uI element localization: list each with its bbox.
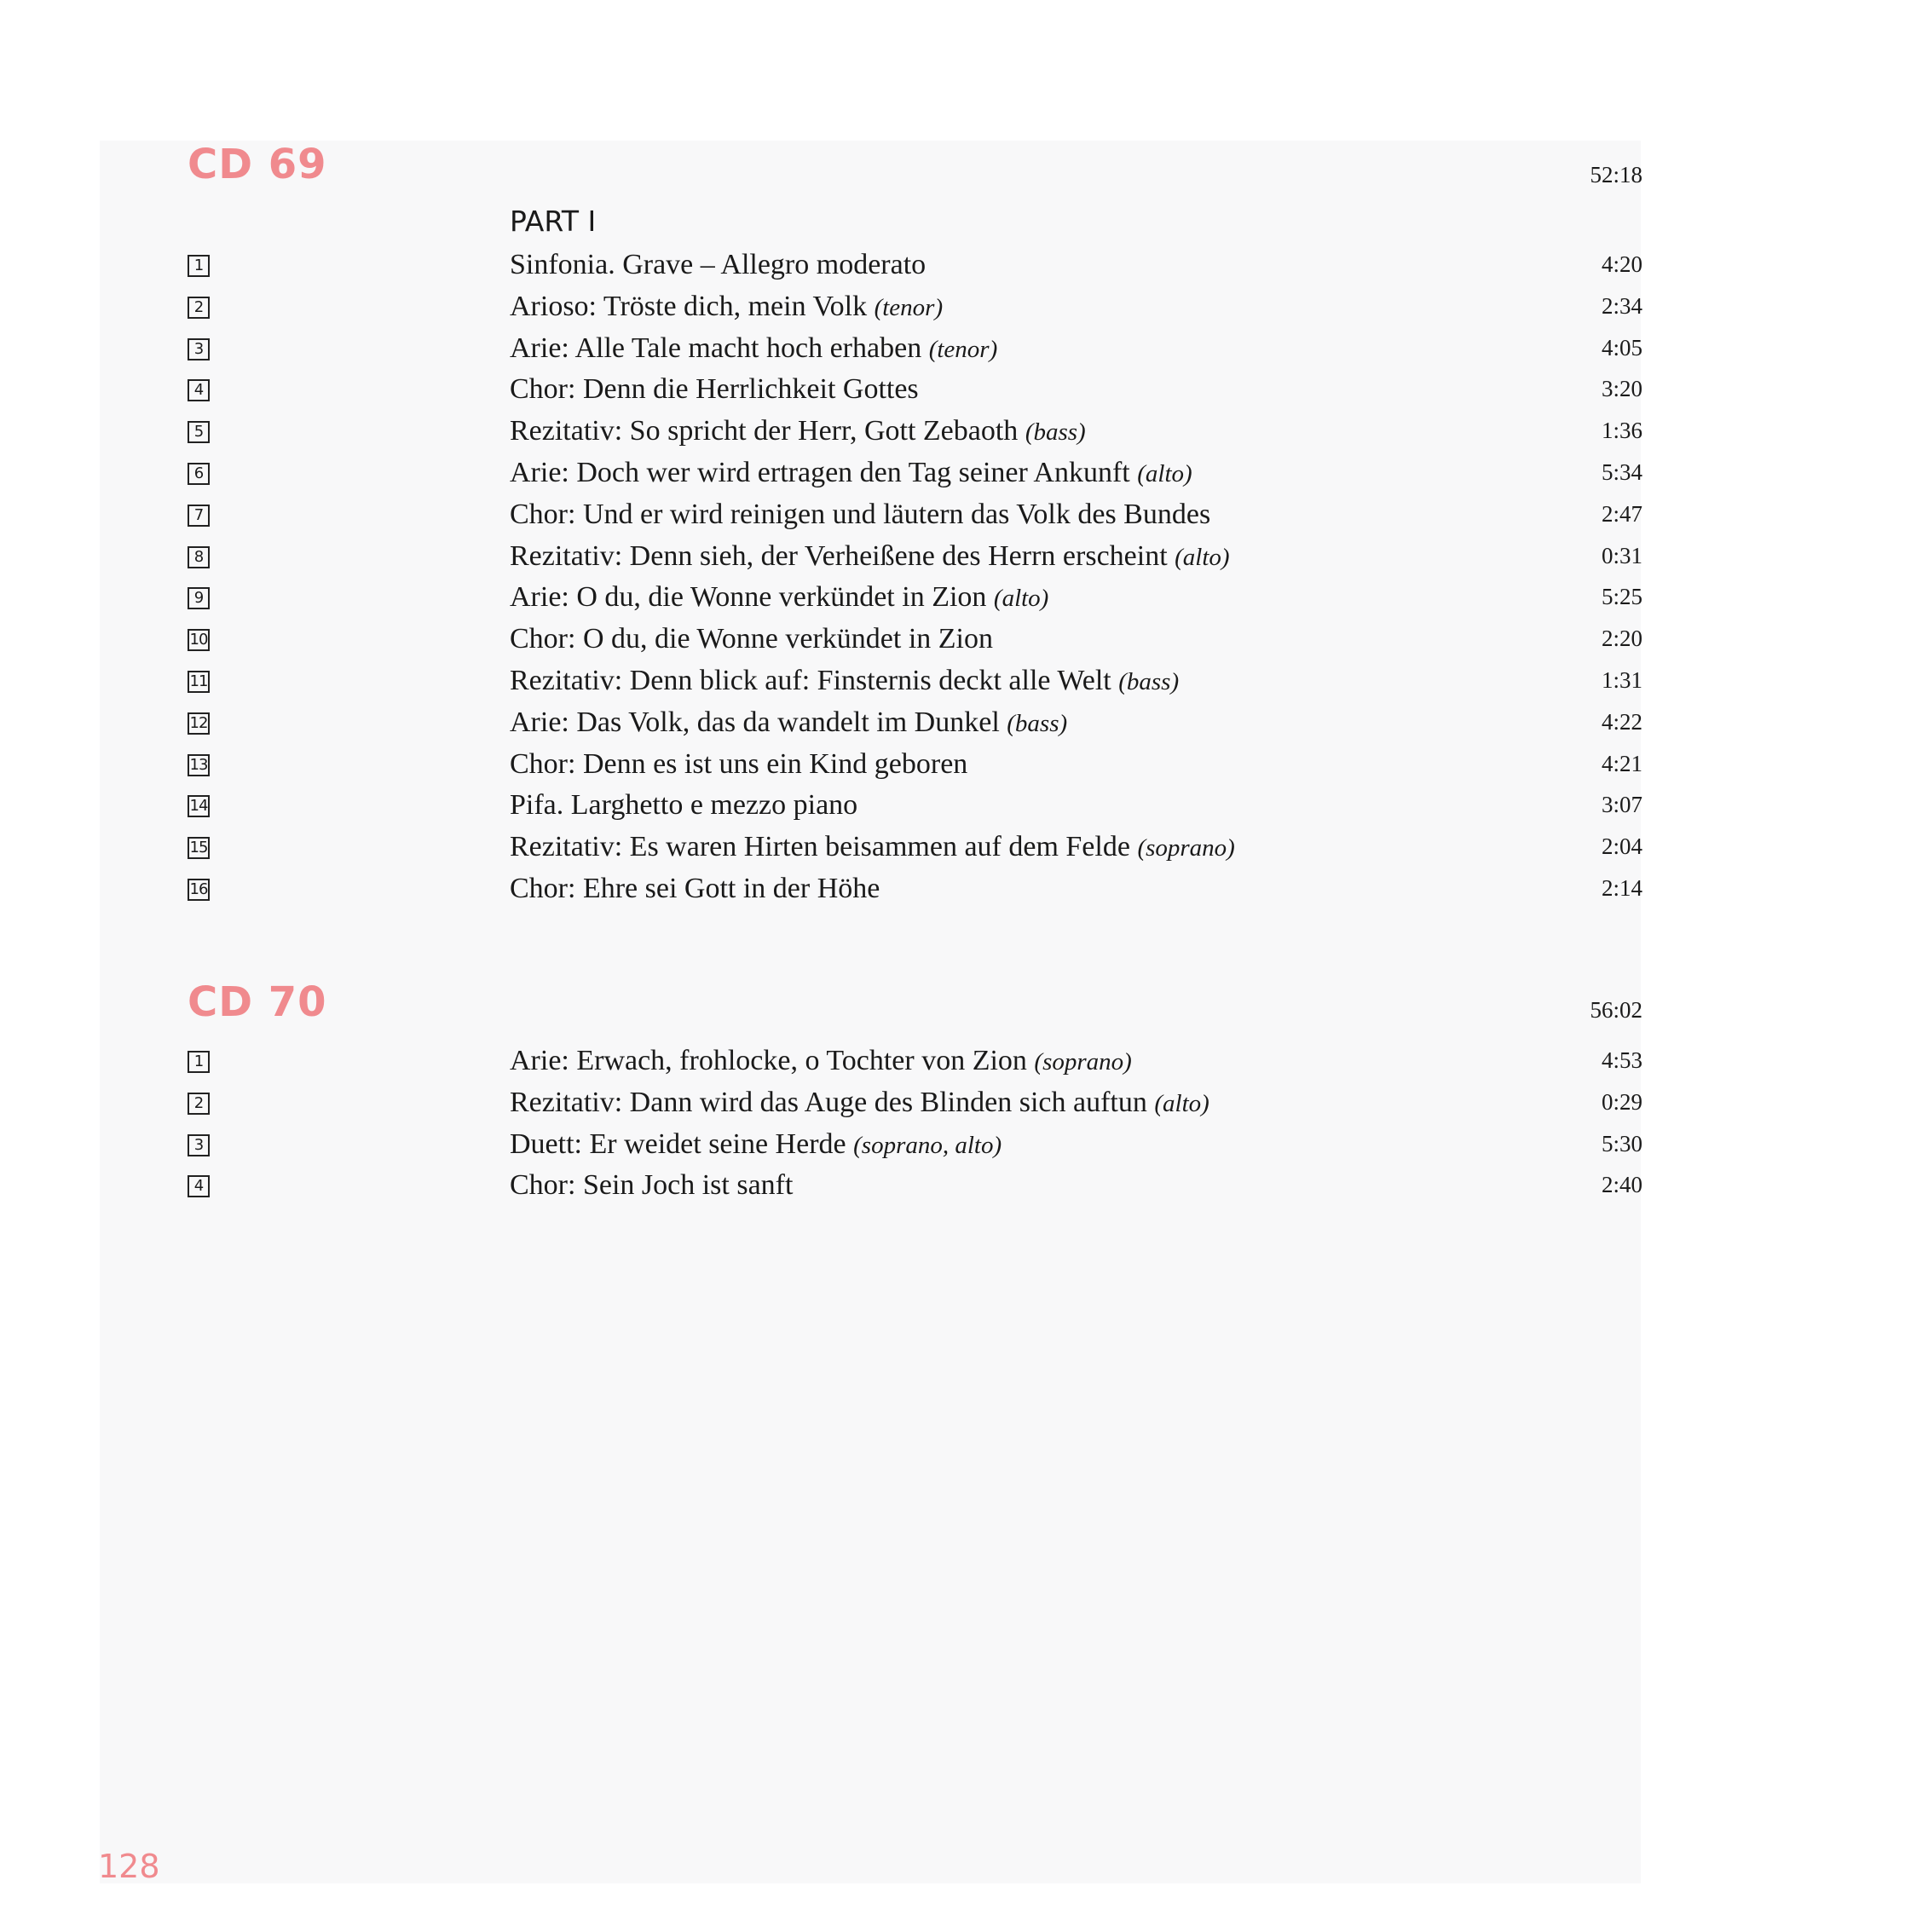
track-title-line	[510, 622, 993, 656]
track-row	[0, 747, 1905, 789]
track-title: Arie: Das Volk, das da wandelt im Dunkel	[510, 706, 1000, 738]
track-duration: 3:07	[1601, 792, 1642, 818]
track-voice: (tenor)	[928, 335, 998, 363]
track-row	[0, 1086, 1905, 1127]
track-title-line	[510, 456, 1192, 491]
track-row	[0, 414, 1905, 456]
track-duration: 2:34	[1601, 292, 1642, 319]
track-title-line	[510, 539, 1230, 574]
track-duration: 4:53	[1601, 1047, 1642, 1073]
track-title: Sinfonia. Grave – Allegro moderato	[510, 249, 927, 280]
track-title-line	[510, 747, 967, 781]
track-title: Chor: Denn es ist uns ein Kind geboren	[510, 747, 968, 780]
track-title: Chor: Ehre sei Gott in der Höhe	[510, 872, 880, 904]
track-voice: (bass)	[1007, 709, 1068, 737]
track-duration: 2:40	[1601, 1172, 1642, 1198]
track-duration: 4:21	[1601, 750, 1642, 776]
track-number: 7	[188, 505, 210, 527]
track-voice: (tenor)	[874, 293, 944, 321]
page-number: 128	[98, 1848, 160, 1885]
cd69-heading: CD 69	[188, 141, 327, 188]
track-row	[0, 456, 1905, 498]
track-title: Chor: O du, die Wonne verkündet in Zion	[510, 623, 993, 655]
track-voice: (soprano)	[1034, 1048, 1132, 1076]
track-duration: 2:04	[1601, 833, 1642, 860]
track-row	[0, 788, 1905, 830]
cd69-track-list	[0, 248, 1905, 914]
track-number: 8	[188, 546, 210, 568]
track-title-line	[510, 664, 1179, 699]
track-duration: 5:34	[1601, 458, 1642, 485]
track-duration: 4:20	[1601, 251, 1642, 277]
track-row	[0, 332, 1905, 373]
track-title: Rezitativ: Denn sieh, der Verheißene des Herrn erscheint	[510, 539, 1168, 572]
cd70-total-time: 56:02	[1590, 997, 1642, 1023]
track-title: Chor: Denn die Herrlichkeit Gottes	[510, 373, 919, 406]
track-title: Rezitativ: So spricht der Herr, Gott Zebaoth	[510, 415, 1019, 447]
track-title-line	[510, 1168, 793, 1202]
track-row	[0, 872, 1905, 914]
track-title: Arie: Alle Tale macht hoch erhaben	[510, 332, 922, 364]
track-title: Rezitativ: Denn blick auf: Finsternis deckt alle Welt	[510, 664, 1111, 696]
track-title-line	[510, 580, 1048, 615]
track-duration: 1:31	[1601, 666, 1642, 693]
track-duration: 2:14	[1601, 874, 1642, 901]
track-title-line	[510, 1086, 1209, 1121]
track-title: Pifa. Larghetto e mezzo piano	[510, 789, 858, 822]
track-title-line	[510, 372, 919, 407]
track-title-line	[510, 1127, 1002, 1162]
track-voice: (alto)	[1137, 459, 1192, 487]
part-label: PART I	[510, 205, 597, 238]
track-duration: 4:05	[1601, 334, 1642, 360]
track-duration: 0:31	[1601, 542, 1642, 568]
track-number: 14	[188, 795, 210, 817]
track-voice: (alto)	[993, 585, 1049, 613]
track-row	[0, 830, 1905, 872]
cd70-heading: CD 70	[188, 978, 327, 1026]
track-number: 1	[188, 255, 210, 277]
track-row	[0, 622, 1905, 664]
track-title-line	[510, 830, 1235, 865]
track-title: Rezitativ: Dann wird das Auge des Blinden sich auftun	[510, 1086, 1147, 1118]
track-title: Chor: Und er wird reinigen und läutern das Volk des Bundes	[510, 498, 1211, 530]
track-number: 11	[188, 671, 210, 693]
track-row	[0, 580, 1905, 622]
track-duration: 4:22	[1601, 708, 1642, 735]
track-row	[0, 664, 1905, 706]
track-title: Chor: Sein Joch ist sanft	[510, 1169, 794, 1202]
track-number: 13	[188, 754, 210, 776]
cd70-track-list	[0, 1044, 1905, 1210]
track-voice: (alto)	[1154, 1089, 1209, 1117]
track-number: 1	[188, 1051, 210, 1073]
track-row	[0, 248, 1905, 290]
track-duration: 3:20	[1601, 376, 1642, 402]
track-row	[0, 706, 1905, 747]
track-title-line	[510, 414, 1086, 449]
track-title-line	[510, 248, 926, 282]
track-number: 10	[188, 629, 210, 651]
track-title-line	[510, 332, 997, 366]
track-row	[0, 498, 1905, 539]
track-title: Rezitativ: Es waren Hirten beisammen auf dem Felde	[510, 831, 1130, 863]
track-number: 3	[188, 1134, 210, 1156]
track-voice: (bass)	[1118, 667, 1180, 695]
track-row	[0, 372, 1905, 414]
track-number: 4	[188, 379, 210, 401]
track-duration: 1:36	[1601, 418, 1642, 444]
cd69-total-time: 52:18	[1590, 162, 1642, 187]
track-number: 9	[188, 587, 210, 609]
track-duration: 0:29	[1601, 1088, 1642, 1115]
track-title: Arie: Doch wer wird ertragen den Tag seiner Ankunft	[510, 456, 1130, 488]
track-voice: (soprano)	[1137, 834, 1235, 862]
track-row	[0, 539, 1905, 581]
track-number: 6	[188, 463, 210, 485]
track-title-line	[510, 706, 1067, 741]
track-number: 3	[188, 338, 210, 360]
track-number: 2	[188, 297, 210, 319]
track-number: 4	[188, 1175, 210, 1197]
track-title-line	[510, 290, 943, 325]
track-number: 12	[188, 712, 210, 735]
track-title-line	[510, 1044, 1132, 1079]
track-duration: 5:25	[1601, 584, 1642, 610]
track-voice: (alto)	[1175, 543, 1230, 571]
track-row	[0, 290, 1905, 332]
track-duration: 2:47	[1601, 500, 1642, 527]
track-duration: 5:30	[1601, 1130, 1642, 1156]
track-row	[0, 1044, 1905, 1086]
track-title: Arie: O du, die Wonne verkündet in Zion	[510, 581, 987, 614]
track-voice: (bass)	[1025, 418, 1086, 447]
track-title-line	[510, 498, 1210, 532]
track-row	[0, 1127, 1905, 1169]
track-row	[0, 1168, 1905, 1210]
track-title: Arie: Erwach, frohlocke, o Tochter von Zion	[510, 1045, 1027, 1076]
track-duration: 2:20	[1601, 626, 1642, 652]
track-number: 16	[188, 879, 210, 901]
track-title-line	[510, 872, 880, 906]
track-number: 2	[188, 1093, 210, 1115]
track-number: 5	[188, 421, 210, 443]
track-title-line	[510, 788, 857, 822]
track-voice: (soprano, alto)	[853, 1131, 1002, 1159]
track-number: 15	[188, 837, 210, 859]
track-title: Arioso: Tröste dich, mein Volk	[510, 290, 868, 322]
track-title: Duett: Er weidet seine Herde	[510, 1127, 846, 1160]
